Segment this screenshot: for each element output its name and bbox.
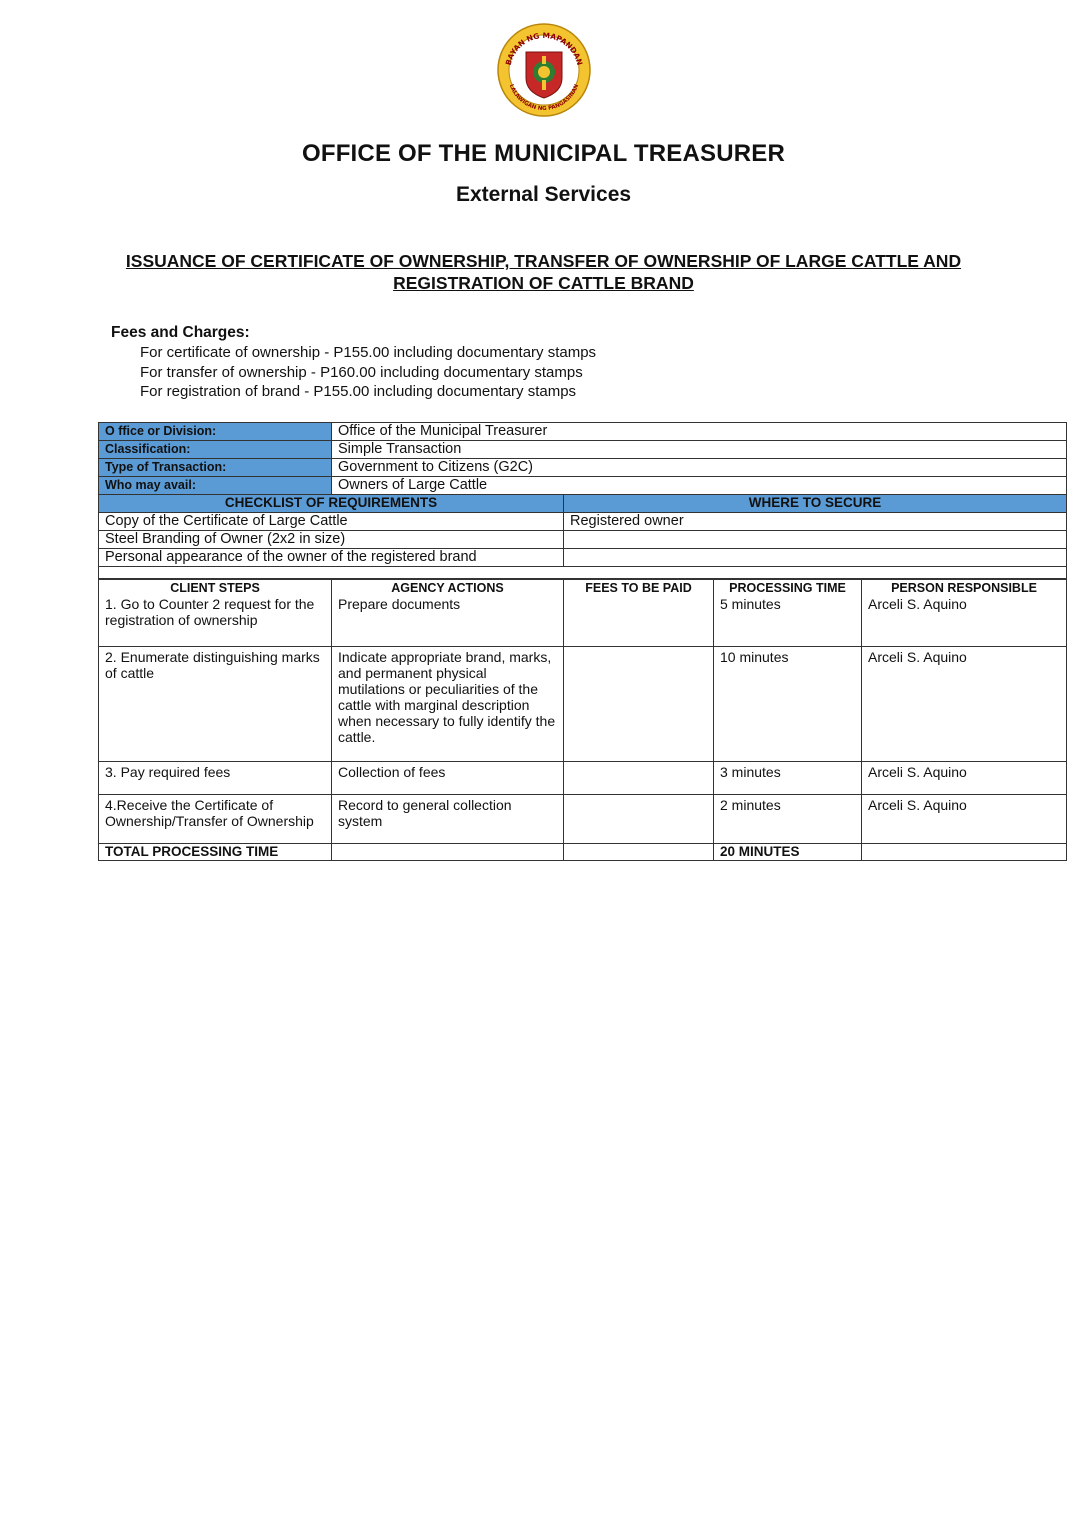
client-step: 4.Receive the Certificate of Ownership/Transfer of Ownership (99, 794, 332, 843)
process-steps-table (98, 579, 1067, 861)
agency-action: Record to general collection system (332, 794, 564, 843)
requirement-item: Copy of the Certificate of Large Cattle (99, 513, 564, 531)
info-row (99, 423, 1067, 441)
agency-action: Collection of fees (332, 761, 564, 794)
total-empty-cell (332, 843, 564, 860)
svg-text:BAYAN NG MAPANDAN: BAYAN NG MAPANDAN (503, 30, 585, 67)
total-empty-cell (564, 843, 714, 860)
processing-time: 5 minutes (714, 596, 862, 646)
info-value: Simple Transaction (332, 441, 1067, 459)
fee-to-pay (564, 761, 714, 794)
requirement-row (99, 549, 1067, 567)
fee-to-pay (564, 646, 714, 761)
fee-to-pay (564, 794, 714, 843)
info-label: Type of Transaction: (99, 459, 332, 477)
person-responsible: Arceli S. Aquino (862, 761, 1067, 794)
person-responsible: Arceli S. Aquino (862, 646, 1067, 761)
checklist-header: CHECKLIST OF REQUIREMENTS (99, 495, 564, 513)
client-step: 2. Enumerate distinguishing marks of cattle (99, 646, 332, 761)
fee-line: For registration of brand - P155.00 including documentary stamps (140, 383, 577, 400)
column-header: PERSON RESPONSIBLE (862, 580, 1067, 597)
info-value: Office of the Municipal Treasurer (332, 423, 1067, 441)
column-header: AGENCY ACTIONS (332, 580, 564, 597)
office-title: OFFICE OF THE MUNICIPAL TREASURER (301, 140, 786, 167)
requirement-row (99, 513, 1067, 531)
service-title-line-1: ISSUANCE OF CERTIFICATE OF OWNERSHIP, TRANSFER OF OWNERSHIP OF LARGE CATTLE AND (125, 251, 962, 271)
requirement-item: Steel Branding of Owner (2x2 in size) (99, 531, 564, 549)
fee-line: For certificate of ownership - P155.00 including documentary stamps (140, 344, 597, 361)
requirement-where (564, 549, 1067, 567)
info-label: O ffice or Division: (99, 423, 332, 441)
step-row (99, 761, 1067, 794)
processing-time: 3 minutes (714, 761, 862, 794)
processing-time: 10 minutes (714, 646, 862, 761)
spacer-row (99, 567, 1067, 579)
column-header: PROCESSING TIME (714, 580, 862, 597)
person-responsible: Arceli S. Aquino (862, 794, 1067, 843)
person-responsible: Arceli S. Aquino (862, 596, 1067, 646)
total-processing-time-label: TOTAL PROCESSING TIME (99, 843, 332, 860)
spacer-cell (99, 567, 1067, 579)
fee-line: For transfer of ownership - P160.00 including documentary stamps (140, 363, 583, 381)
total-empty-cell (862, 843, 1067, 860)
fees-section (111, 324, 596, 402)
service-info-table (98, 422, 1067, 579)
info-value: Government to Citizens (G2C) (332, 459, 1067, 477)
client-step: 1. Go to Counter 2 request for the registration of ownership (99, 596, 332, 646)
requirement-row (99, 531, 1067, 549)
info-label: Classification: (99, 441, 332, 459)
info-row (99, 477, 1067, 495)
requirement-where: Registered owner (564, 513, 1067, 531)
service-title (100, 250, 987, 294)
steps-header-row (99, 580, 1067, 597)
column-header: FEES TO BE PAID (564, 580, 714, 597)
requirement-item: Personal appearance of the owner of the registered brand (99, 549, 564, 567)
step-row (99, 794, 1067, 843)
where-to-secure-header: WHERE TO SECURE (564, 495, 1067, 513)
requirement-where (564, 531, 1067, 549)
page-subtitle: External Services (455, 183, 632, 206)
svg-text:LALAWIGAN NG PANGASINAN: LALAWIGAN NG PANGASINAN (507, 83, 581, 113)
service-title-line-2: REGISTRATION OF CATTLE BRAND (393, 273, 694, 293)
agency-action: Prepare documents (332, 596, 564, 646)
info-row (99, 459, 1067, 477)
info-row (99, 441, 1067, 459)
client-step: 3. Pay required fees (99, 761, 332, 794)
fees-heading: Fees and Charges: (111, 324, 250, 341)
fee-to-pay (564, 596, 714, 646)
processing-time: 2 minutes (714, 794, 862, 843)
total-processing-time-value: 20 MINUTES (714, 843, 862, 860)
step-row (99, 596, 1067, 646)
agency-action: Indicate appropriate brand, marks, and permanent physical mutilations or peculiarities of the cattle with marginal description when necessary to fully identify the cattle. (332, 646, 564, 761)
info-value: Owners of Large Cattle (332, 477, 1067, 495)
total-row (99, 843, 1067, 860)
checklist-header-row (99, 495, 1067, 513)
info-label: Who may avail: (99, 477, 332, 495)
column-header: CLIENT STEPS (99, 580, 332, 597)
step-row (99, 646, 1067, 761)
municipal-seal-logo (496, 22, 592, 118)
